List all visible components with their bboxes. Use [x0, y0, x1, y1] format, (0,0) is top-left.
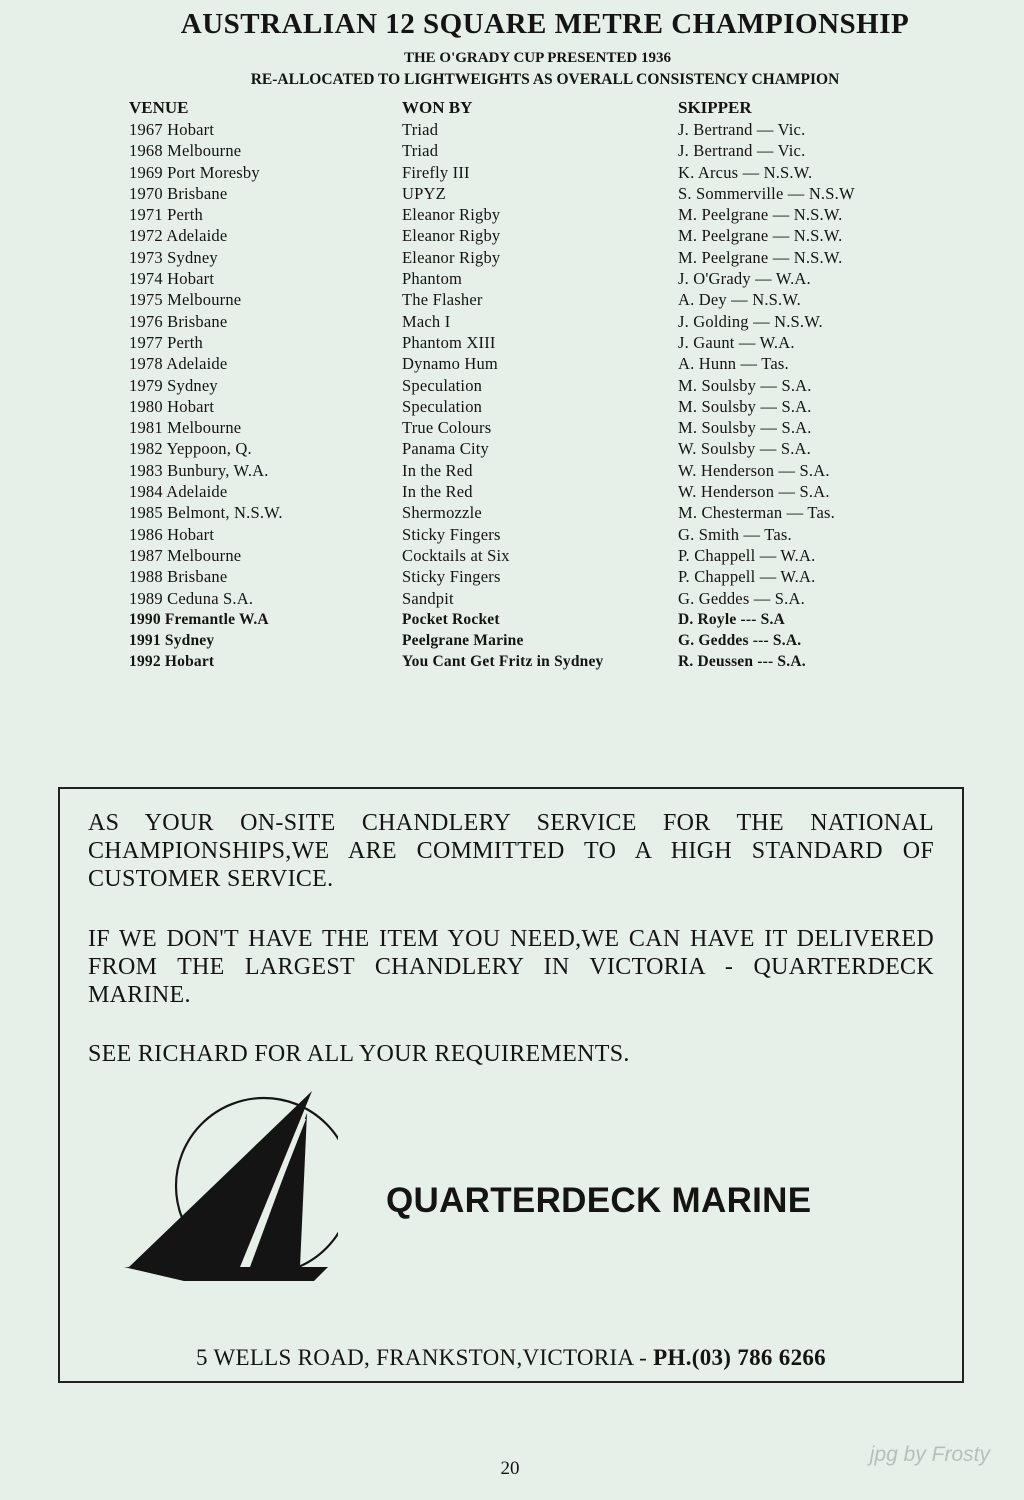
table-cell-venue: 1978 Adelaide	[129, 354, 228, 374]
table-cell-venue: 1967 Hobart	[129, 120, 215, 139]
table-cell-won-by: Triad	[402, 120, 439, 139]
table-cell-skipper: A. Hunn — Tas.	[678, 354, 789, 374]
table-cell-venue: 1969 Port Moresby	[129, 162, 260, 182]
table-cell-venue: 1970 Brisbane	[129, 183, 228, 203]
table-cell-won-by: Sandpit	[402, 588, 454, 608]
table-cell-skipper: J. O'Grady — W.A.	[678, 269, 811, 289]
table-cell-skipper: D. Royle --- S.A	[678, 610, 785, 628]
table-cell-skipper: M. Peelgrane — N.S.W.	[678, 226, 843, 246]
table-cell-venue: 1980 Hobart	[129, 396, 215, 416]
table-cell-venue: 1987 Melbourne	[129, 545, 242, 565]
store-address	[60, 1345, 962, 1371]
table-cell-venue: 1968 Melbourne	[129, 141, 242, 161]
table-cell-won-by: Panama City	[402, 439, 489, 459]
column-header-skipper: SKIPPER	[678, 98, 752, 117]
table-cell-skipper: W. Henderson — S.A.	[678, 482, 830, 502]
table-cell-won-by: Sticky Fingers	[402, 524, 501, 544]
scan-credit-watermark: jpg by Frosty	[869, 1443, 990, 1466]
table-cell-venue: 1992 Hobart	[129, 653, 215, 671]
table-cell-skipper: G. Geddes --- S.A.	[678, 632, 802, 650]
table-cell-venue: 1986 Hobart	[129, 524, 215, 544]
table-cell-venue: 1985 Belmont, N.S.W.	[129, 503, 283, 523]
table-cell-venue: 1977 Perth	[129, 332, 203, 352]
table-cell-won-by: Speculation	[402, 396, 483, 416]
venue-column	[129, 97, 283, 673]
table-cell-venue: 1981 Melbourne	[129, 418, 242, 438]
table-cell-venue: 1972 Adelaide	[129, 226, 228, 246]
table-cell-won-by: Phantom	[402, 269, 463, 289]
page-title: AUSTRALIAN 12 SQUARE METRE CHAMPIONSHIP	[180, 8, 910, 40]
table-cell-won-by: Speculation	[402, 375, 483, 395]
table-cell-venue: 1990 Fremantle W.A	[129, 610, 269, 628]
table-cell-won-by: True Colours	[402, 418, 492, 438]
table-cell-skipper: M. Peelgrane — N.S.W.	[678, 247, 843, 267]
table-cell-won-by: Cocktails at Six	[402, 545, 510, 565]
table-cell-won-by: You Cant Get Fritz in Sydney	[402, 653, 604, 671]
page-number: 20	[500, 1458, 520, 1479]
table-cell-won-by: Shermozzle	[402, 503, 482, 523]
table-cell-won-by: Eleanor Rigby	[402, 247, 501, 267]
table-cell-skipper: M. Soulsby — S.A.	[678, 396, 812, 416]
table-cell-skipper: R. Deussen --- S.A.	[678, 653, 806, 671]
table-cell-venue: 1973 Sydney	[129, 247, 218, 267]
table-cell-venue: 1989 Ceduna S.A.	[129, 588, 254, 608]
ad-paragraph-service: AS YOUR ON-SITE CHANDLERY SERVICE FOR THE NATIONAL CHAMPIONSHIPS,WE ARE COMMITTED TO A HIGH STANDARD OF CUSTOMER SERVICE.	[88, 810, 934, 892]
table-cell-skipper: G. Geddes — S.A.	[678, 588, 805, 608]
table-cell-skipper: J. Bertrand — Vic.	[678, 120, 806, 139]
table-cell-venue: 1976 Brisbane	[129, 311, 228, 331]
table-cell-skipper: M. Chesterman — Tas.	[678, 503, 835, 523]
table-cell-won-by: Triad	[402, 141, 439, 161]
table-cell-won-by: In the Red	[402, 482, 473, 502]
table-cell-won-by: UPYZ	[402, 183, 446, 203]
table-cell-won-by: Eleanor Rigby	[402, 205, 501, 225]
table-cell-skipper: S. Sommerville — N.S.W	[678, 183, 855, 203]
table-cell-won-by: Firefly III	[402, 162, 470, 182]
won-by-column	[402, 97, 604, 673]
table-cell-won-by: Eleanor Rigby	[402, 226, 501, 246]
table-cell-skipper: M. Peelgrane — N.S.W.	[678, 205, 843, 225]
brand-name: QUARTERDECK MARINE	[386, 1181, 812, 1220]
table-cell-won-by: Peelgrane Marine	[402, 632, 524, 650]
subtitle-reallocation: RE-ALLOCATED TO LIGHTWEIGHTS AS OVERALL CONSISTENCY CHAMPION	[250, 71, 840, 88]
skipper-column	[678, 97, 855, 673]
table-cell-skipper: A. Dey — N.S.W.	[678, 290, 801, 310]
address-text: 5 WELLS ROAD, FRANKSTON,VICTORIA -	[196, 1345, 654, 1370]
table-cell-won-by: Phantom XIII	[402, 332, 496, 352]
table-cell-won-by: Pocket Rocket	[402, 610, 500, 628]
column-header-won-by: WON BY	[402, 98, 473, 117]
table-cell-skipper: W. Soulsby — S.A.	[678, 439, 811, 459]
table-cell-skipper: M. Soulsby — S.A.	[678, 418, 812, 438]
table-cell-skipper: P. Chappell — W.A.	[678, 567, 816, 587]
table-cell-venue: 1991 Sydney	[129, 632, 215, 650]
table-cell-skipper: J. Golding — N.S.W.	[678, 311, 823, 331]
column-header-venue: VENUE	[129, 98, 189, 117]
table-cell-won-by: Sticky Fingers	[402, 567, 501, 587]
advertisement-box	[58, 787, 964, 1383]
table-cell-won-by: In the Red	[402, 460, 473, 480]
ad-paragraph-delivery: IF WE DON'T HAVE THE ITEM YOU NEED,WE CAN HAVE IT DELIVERED FROM THE LARGEST CHANDLERY IN VICTORIA - QUARTERDECK MARINE.	[88, 926, 934, 1008]
ad-paragraph-contact: SEE RICHARD FOR ALL YOUR REQUIREMENTS.	[88, 1041, 630, 1067]
table-cell-venue: 1983 Bunbury, W.A.	[129, 460, 269, 480]
table-cell-venue: 1979 Sydney	[129, 375, 218, 395]
table-cell-skipper: K. Arcus — N.S.W.	[678, 162, 813, 182]
phone-number: PH.(03) 786 6266	[653, 1345, 826, 1370]
table-cell-won-by: Dynamo Hum	[402, 354, 498, 374]
table-cell-venue: 1982 Yeppoon, Q.	[129, 439, 252, 459]
table-cell-won-by: Mach I	[402, 311, 451, 331]
table-cell-venue: 1975 Melbourne	[129, 290, 242, 310]
table-cell-venue: 1974 Hobart	[129, 269, 215, 289]
table-cell-venue: 1988 Brisbane	[129, 567, 228, 587]
table-cell-skipper: G. Smith — Tas.	[678, 524, 792, 544]
table-cell-skipper: J. Gaunt — W.A.	[678, 332, 795, 352]
table-cell-skipper: W. Henderson — S.A.	[678, 460, 830, 480]
table-cell-won-by: The Flasher	[402, 290, 483, 310]
table-cell-skipper: M. Soulsby — S.A.	[678, 375, 812, 395]
table-cell-skipper: P. Chappell — W.A.	[678, 545, 816, 565]
table-cell-skipper: J. Bertrand — Vic.	[678, 141, 806, 161]
subtitle-cup: THE O'GRADY CUP PRESENTED 1936	[404, 50, 671, 66]
table-cell-venue: 1984 Adelaide	[129, 482, 228, 502]
sailboat-logo-icon	[124, 1091, 338, 1287]
table-cell-venue: 1971 Perth	[129, 205, 203, 225]
